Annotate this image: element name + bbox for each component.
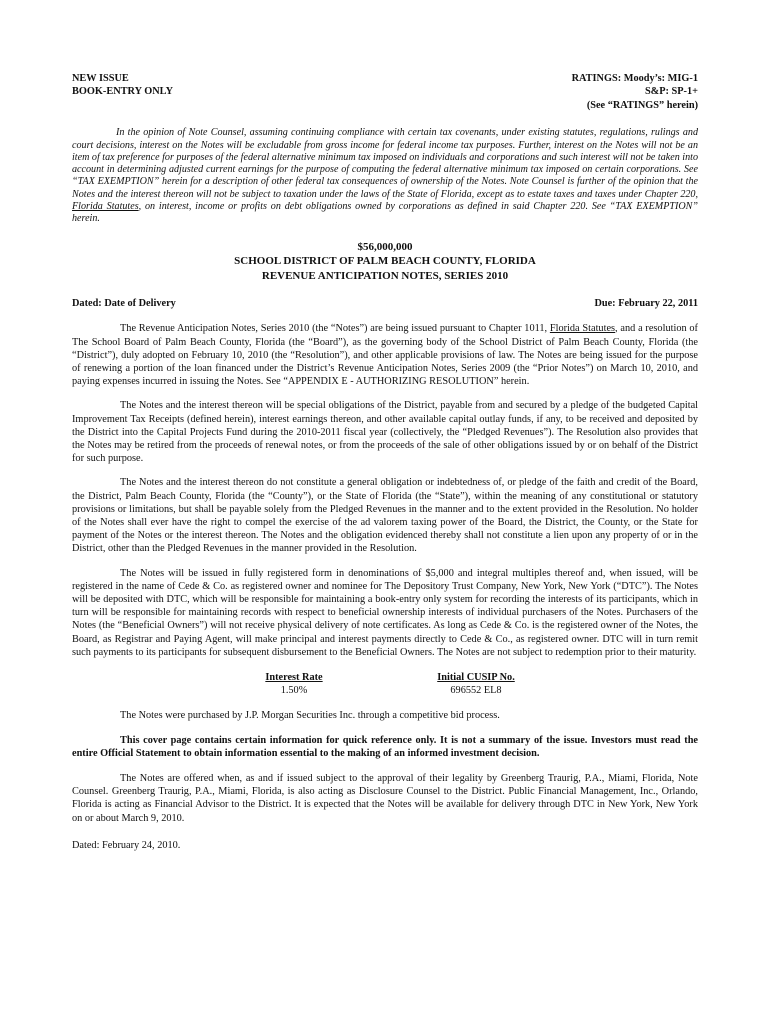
p1-florida-statutes: Florida Statutes (549, 323, 616, 335)
tax-opinion-paragraph (72, 127, 698, 225)
cusip-value: 696552 EL8 (450, 685, 502, 697)
book-entry-label: BOOK-ENTRY ONLY (72, 86, 174, 98)
paragraph-issuance (72, 322, 698, 388)
notes-series: REVENUE ANTICIPATION NOTES, SERIES 2010 (261, 269, 509, 282)
p1-text-b: , and a resolution of The School Board of Palm Beach County, Florida (the “Board”), as the governing body of the School District of Palm Beach County, Florida (the “District”), duly adopted on February 10, 2010 (the “Resolution”), and other applicable provisions of law. The Notes are being issued for the purpose of renewing a portion of the loan financed under the District’s Revenue Anticipation Notes, Series 2009 (the “Prior Notes”) on March 10, 2010, and paying expenses incurred in issuing the Notes. See “APPENDIX E - AUTHORIZING RESOLUTION” herein. (72, 323, 698, 388)
dates-row (72, 297, 698, 310)
new-issue-label: NEW ISSUE (72, 73, 129, 84)
ratings-moodys: RATINGS: Moody’s: MIG-1 (571, 73, 698, 84)
paragraph-book-entry: The Notes will be issued in fully registered form in denominations of $5,000 and integral multiples thereof and, when issued, will be registered in the name of Cede & Co. as registered owner and nominee for The Depository Trust Company, New York, New York (“DTC”). The Notes will be deposited with DTC, which will be responsible for maintaining a book-entry only system for recording the interests of its participants, which in turn will be responsible for maintaining records with respect to beneficial ownership interests of individual purchasers of the Notes. Purchasers of the Notes (the “Beneficial Owners”) will not receive physical delivery of note certificates. As long as Cede & Co. is the registered owner of the Notes, the Board, as Registrar and Paying Agent, will make principal and interest payments directly to Cede & Co., as registered owner. DTC will in turn remit such payments to its participants for subsequent disbursement to the Beneficial Owners. The Notes are not subject to redemption prior to their maturity. (72, 567, 698, 658)
dated-date: Dated: Date of Delivery (72, 298, 176, 310)
cusip-header: Initial CUSIP No. (437, 671, 515, 683)
opinion-text-1: In the opinion of Note Counsel, assuming continuing compliance with certain tax covenants, under existing statutes, regulations, rulings and court decisions, interest on the Notes will be excludable from gross income for federal income tax purposes. Further, interest on the Notes will not be an item of tax preference for purposes of the federal alternative minimum tax imposed on individuals and corporations and such interest will not be taken into account in determining adjusted current earnings for the purpose of computing the federal alternative minimum tax imposed on certain corporations. See “TAX EXEMPTION” herein for a description of other federal tax consequences of ownership of the Notes. Note Counsel is further of the opinion that the Notes and the interest thereon will not be subject to taxation under the laws of the State of Florida, except as to estate taxes and taxes under Chapter 220, (72, 127, 698, 200)
cusip-column (421, 671, 531, 697)
interest-rate-header: Interest Rate (265, 671, 323, 683)
due-date: Due: February 22, 2011 (594, 298, 698, 310)
issuer-name: SCHOOL DISTRICT OF PALM BEACH COUNTY, FLORIDA (234, 255, 536, 268)
offering-statement: The Notes are offered when, as and if issued subject to the approval of their legality by Greenberg Traurig, P.A., Miami, Florida, Note Counsel. Greenberg Traurig, P.A., Miami, Florida, is also acting as Disclosure Counsel to the District. Public Financial Management, Inc., Orlando, Florida is acting as Financial Advisor to the District. It is expected that the Notes will be available for delivery through DTC in New York, New York on or about March 9, 2010. (72, 772, 698, 824)
ratings-see: (See “RATINGS” herein) (586, 99, 698, 111)
interest-rate-column (239, 671, 349, 697)
paragraph-limited-obligation: The Notes and the interest thereon do not constitute a general obligation or indebtedness of, or pledge of the faith and credit of the Board, the District, Palm Beach County, Florida (the “County”), or the State of Florida (the “State”), within the meaning of any constitutional or statutory provisions or limitations, but shall be payable solely from the Pledged Revenues in the manner and to the extent provided in the Resolution. No holder of the Notes shall ever have the right to compel the exercise of the ad valorem taxing power of the Board, the District, the County, or the State for payment of the Notes or the interest thereon. The Notes and the obligation evidenced thereby shall not constitute a lien upon any property of or in the District, other than the Pledged Revenues in the manner provided in the Resolution. (72, 477, 698, 555)
opinion-florida-statutes: Florida Statutes (72, 201, 139, 212)
ratings-block (572, 72, 698, 112)
opinion-text-2: , on interest, income or profits on debt obligations owned by corporations as defined in said Chapter 220. See “TAX EXEMPTION” herein. (72, 201, 698, 225)
page-content (72, 72, 698, 852)
title-block (72, 240, 698, 284)
paragraph-security: The Notes and the interest thereon will be special obligations of the District, payable from and secured by a pledge of the budgeted Capital Improvement Tax Receipts (defined herein), interest earnings thereon, and other available capital outlay funds, if any, to be received and deposited by the District into the Capital Projects Fund during the 2010-2011 fiscal year (collectively, the “Pledged Revenues”). The Resolution also provides that the Notes may be retired from the proceeds of renewal notes, or from the proceeds of the sale of other obligations issued by or on behalf of the District for such purpose. (72, 400, 698, 465)
issue-amount: $56,000,000 (357, 240, 413, 253)
rate-cusip-table (72, 671, 698, 697)
interest-rate-value: 1.50% (280, 685, 308, 697)
cover-header (72, 72, 698, 112)
document-date: Dated: February 24, 2010. (72, 839, 181, 851)
ratings-sp: S&P: SP-1+ (644, 86, 698, 98)
issue-type-block (72, 72, 173, 99)
cover-page-notice: This cover page contains certain information for quick reference only. It is not a summary of the issue. Investors must read the entire Official Statement to obtain information essential to the making of an informed investment decision. (72, 734, 698, 759)
purchaser-statement: The Notes were purchased by J.P. Morgan Securities Inc. through a competitive bid process. (120, 710, 500, 722)
p1-text-a: The Revenue Anticipation Notes, Series 2010 (the “Notes”) are being issued pursuant to Chapter 1011, (120, 323, 550, 335)
